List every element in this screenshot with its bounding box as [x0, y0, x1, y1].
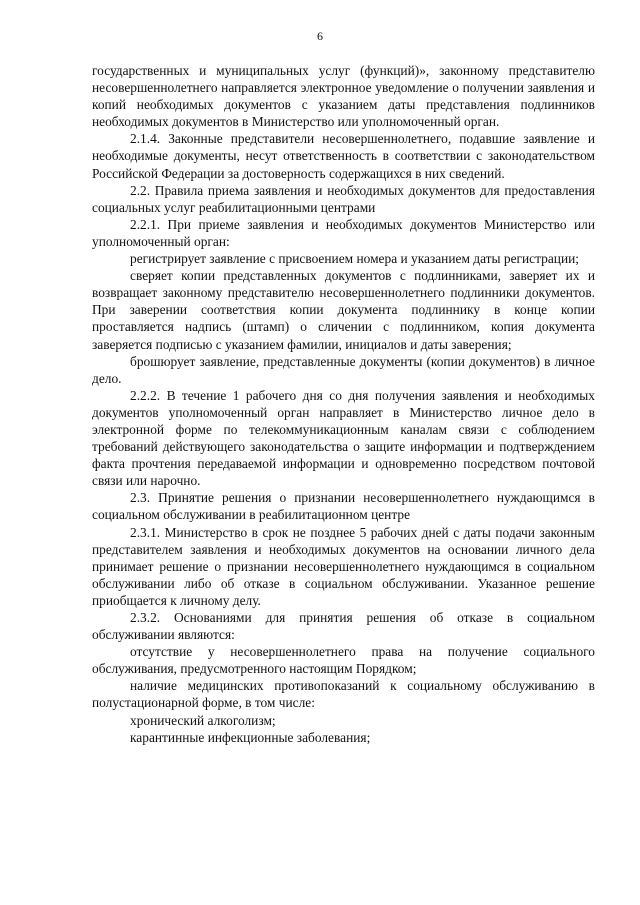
paragraph-2-3-1: 2.3.1. Министерство в срок не позднее 5 рабочих дней с даты подачи законным представителем заявления и необходимых документов на основании личного дела принимает решение о признании несовершеннолетнего нуждающимся в социальном обслуживании либо об отказе в социальном обслуживании. Указанное решение приобщается к личному делу. — [92, 524, 595, 608]
document-body — [92, 62, 595, 746]
list-item-verify-copies: сверяет копии представленных документов с подлинниками, заверяет их и возвращает законному представителю несовершеннолетнего подлинники документов. При заверении соответствия копии документа подлиннику в конце копии проставляется надпись (штамп) о сличении с подлинником, копия документа заверяется подписью с указанием фамилии, инициалов и даты заверения; — [92, 268, 595, 352]
list-item-quarantine: карантинные инфекционные заболевания; — [130, 729, 371, 745]
paragraph-continuation: государственных и муниципальных услуг (функций)», законному представителю несовершеннолетнего направляется электронное уведомление о получении заявления и копий необходимых документов с указанием даты представления подлинников необходимых документов в Министерство или уполномоченный орган. — [92, 63, 595, 130]
paragraph-2-3-2: 2.3.2. Основаниями для принятия решения об отказе в социальном обслуживании являются: — [92, 610, 595, 643]
list-item-contraindications: наличие медицинских противопоказаний к социальному обслуживанию в полустационарной форме, в том числе: — [92, 678, 595, 711]
section-heading-2-2: 2.2. Правила приема заявления и необходимых документов для предоставления социальных услуг реабилитационными центрами — [92, 182, 595, 215]
paragraph-2-2-1: 2.2.1. При приеме заявления и необходимых документов Министерство или уполномоченный орган: — [92, 216, 595, 249]
list-item-no-right: отсутствие у несовершеннолетнего права на получение социального обслуживания, предусмотренного настоящим Порядком; — [92, 644, 595, 677]
list-item-register: регистрирует заявление с присвоением номера и указанием даты регистрации; — [130, 251, 579, 267]
page-number: 6 — [317, 29, 323, 43]
list-item-bind-file: брошюрует заявление, представленные документы (копии документов) в личное дело. — [92, 353, 595, 386]
section-heading-2-3: 2.3. Принятие решения о признании несовершеннолетнего нуждающимся в социальном обслуживании в реабилитационном центре — [92, 490, 595, 523]
list-item-alcoholism: хронический алкоголизм; — [130, 712, 276, 728]
paragraph-2-2-2: 2.2.2. В течение 1 рабочего дня со дня получения заявления и необходимых документов уполномоченный орган направляет в Министерство личное дело в электронной форме по телекоммуникационным каналам связи с соблюдением требований действующего законодательства о защите информации и подтверждением факта прочтения передаваемой информации и одновременно посредством почтовой связи или нарочно. — [92, 387, 595, 489]
paragraph-2-1-4: 2.1.4. Законные представители несовершеннолетнего, подавшие заявление и необходимые документы, несут ответственность в соответствии с законодательством Российской Федерации за достоверность содержащихся в них сведений. — [92, 131, 595, 181]
